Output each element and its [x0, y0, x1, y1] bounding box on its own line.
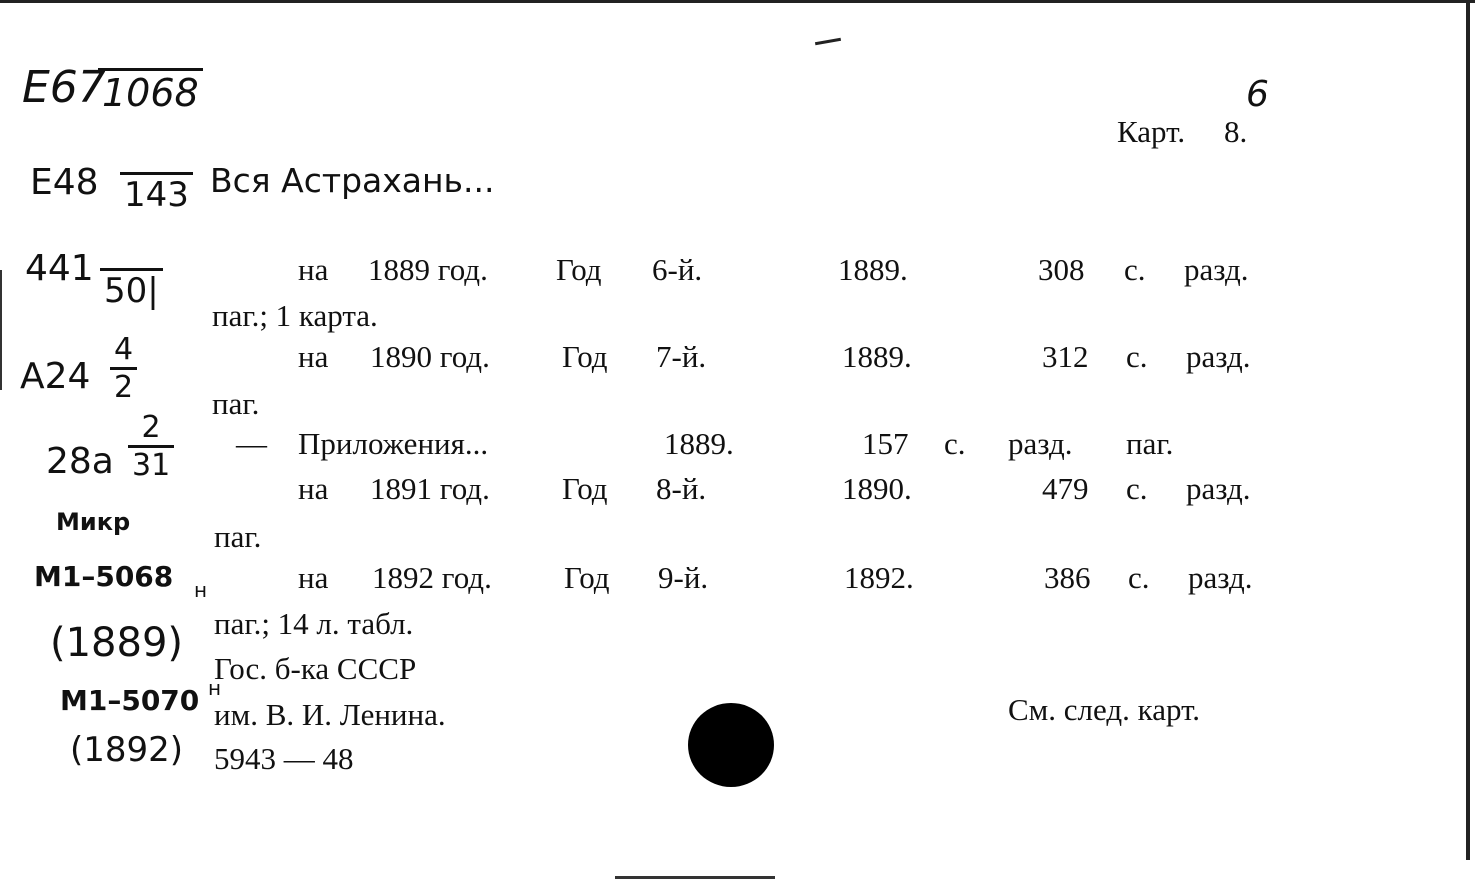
shelfmark-28a-num: 2 [128, 410, 174, 448]
entry-4-prefix: на [298, 471, 329, 506]
library-line-1: Гос. б-ка СССР [214, 651, 417, 686]
entry-4-continuation: паг. [214, 519, 262, 554]
shelfmark-e67-num [98, 46, 203, 71]
shelfmark-e67-code: Е67 [22, 62, 106, 113]
entry-2-pubyear: 1889. [842, 339, 912, 374]
shelfmark-a24-den: 2 [114, 370, 134, 405]
entry-4-pubyear: 1890. [842, 471, 912, 506]
shelfmark-e67-fraction [98, 46, 203, 115]
stray-mark [815, 38, 841, 45]
entry-2-razd: разд. [1186, 339, 1251, 374]
library-line-2: им. В. И. Ленина. [214, 697, 446, 732]
entry-5-continuation: паг.; 14 л. табл. [214, 606, 414, 641]
shelfmark-441-num [100, 250, 163, 271]
shelfmark-year-1892: (1892) [70, 730, 184, 770]
entry-5-year: 1892 год. [372, 560, 492, 595]
shelfmark-e48-code: Е48 [30, 162, 99, 203]
entry-1-number: 6-й. [652, 252, 703, 287]
card-number-label: Карт. [1117, 114, 1186, 149]
catalog-number: 5943 — 48 [214, 741, 354, 776]
entry-3-pag: паг. [1126, 426, 1174, 461]
shelfmark-mikr: Микр [56, 508, 131, 536]
card-title: Вся Астрахань... [210, 161, 495, 200]
entry-1-year: 1889 год. [368, 252, 488, 287]
entry-2-continuation: паг. [212, 386, 260, 421]
entry-3-title: Приложения... [298, 426, 489, 461]
entry-2-prefix: на [298, 339, 329, 374]
entry-5-number: 9-й. [658, 560, 709, 595]
punch-hole [688, 703, 774, 787]
shelfmark-year-1889: (1889) [50, 620, 184, 666]
entry-1-pages: 308 [1038, 252, 1085, 287]
entry-5-razd: разд. [1188, 560, 1253, 595]
shelfmark-e48-fraction [120, 152, 193, 215]
card-number-handwritten: 6 [1246, 74, 1269, 115]
shelfmark-a24-fraction [110, 332, 137, 405]
shelfmark-28a-den: 31 [132, 448, 171, 483]
shelfmark-28a-fraction [128, 410, 174, 483]
card-top-edge [0, 0, 1475, 3]
entry-3-razd: разд. [1008, 426, 1073, 461]
entry-4-year: 1891 год. [370, 471, 490, 506]
shelfmark-e67-den: 1068 [102, 71, 199, 115]
card-number-printed: 8. [1224, 114, 1248, 149]
entry-1-god: Год [556, 252, 602, 287]
entry-2-number: 7-й. [656, 339, 707, 374]
entry-3-prefix: — [236, 426, 267, 461]
entry-2-god: Год [562, 339, 608, 374]
entry-5-prefix: на [298, 560, 329, 595]
shelfmark-m1-5068: М1–5068 [34, 560, 174, 593]
entry-1-s: с. [1124, 252, 1146, 287]
card-bottom-mark [615, 876, 775, 879]
shelfmark-441-den: 50| [104, 271, 159, 311]
entry-4-s: с. [1126, 471, 1148, 506]
shelfmark-m1-5070-sup: н [208, 676, 222, 700]
entry-3-pubyear: 1889. [664, 426, 734, 461]
entry-5-god: Год [564, 560, 610, 595]
entry-1-prefix: на [298, 252, 329, 287]
shelfmark-e48-den: 143 [124, 175, 189, 215]
entry-4-razd: разд. [1186, 471, 1251, 506]
entry-5-s: с. [1128, 560, 1150, 595]
shelfmark-a24-code: А24 [20, 356, 91, 397]
entry-3-s: с. [944, 426, 966, 461]
entry-2-year: 1890 год. [370, 339, 490, 374]
shelfmark-m1-5070: М1–5070 [60, 684, 200, 717]
shelfmark-e48-num [120, 152, 193, 175]
shelfmark-28a-code: 28а [46, 441, 114, 482]
entry-4-pages: 479 [1042, 471, 1089, 506]
entry-5-pubyear: 1892. [844, 560, 914, 595]
shelfmark-m1-5068-sub: н [194, 578, 208, 602]
see-next-card: См. след. карт. [1008, 692, 1201, 727]
card-left-edge [0, 270, 2, 390]
entry-4-number: 8-й. [656, 471, 707, 506]
shelfmark-a24-num: 4 [110, 332, 137, 370]
entry-1-razd: разд. [1184, 252, 1249, 287]
entry-3-pages: 157 [862, 426, 909, 461]
entry-1-continuation: паг.; 1 карта. [212, 298, 378, 333]
card-right-edge [1466, 0, 1470, 860]
entry-2-pages: 312 [1042, 339, 1089, 374]
entry-2-s: с. [1126, 339, 1148, 374]
shelfmark-441-fraction [100, 250, 163, 311]
entry-5-pages: 386 [1044, 560, 1091, 595]
entry-1-pubyear: 1889. [838, 252, 908, 287]
shelfmark-441-code: 441 [25, 248, 94, 289]
entry-4-god: Год [562, 471, 608, 506]
